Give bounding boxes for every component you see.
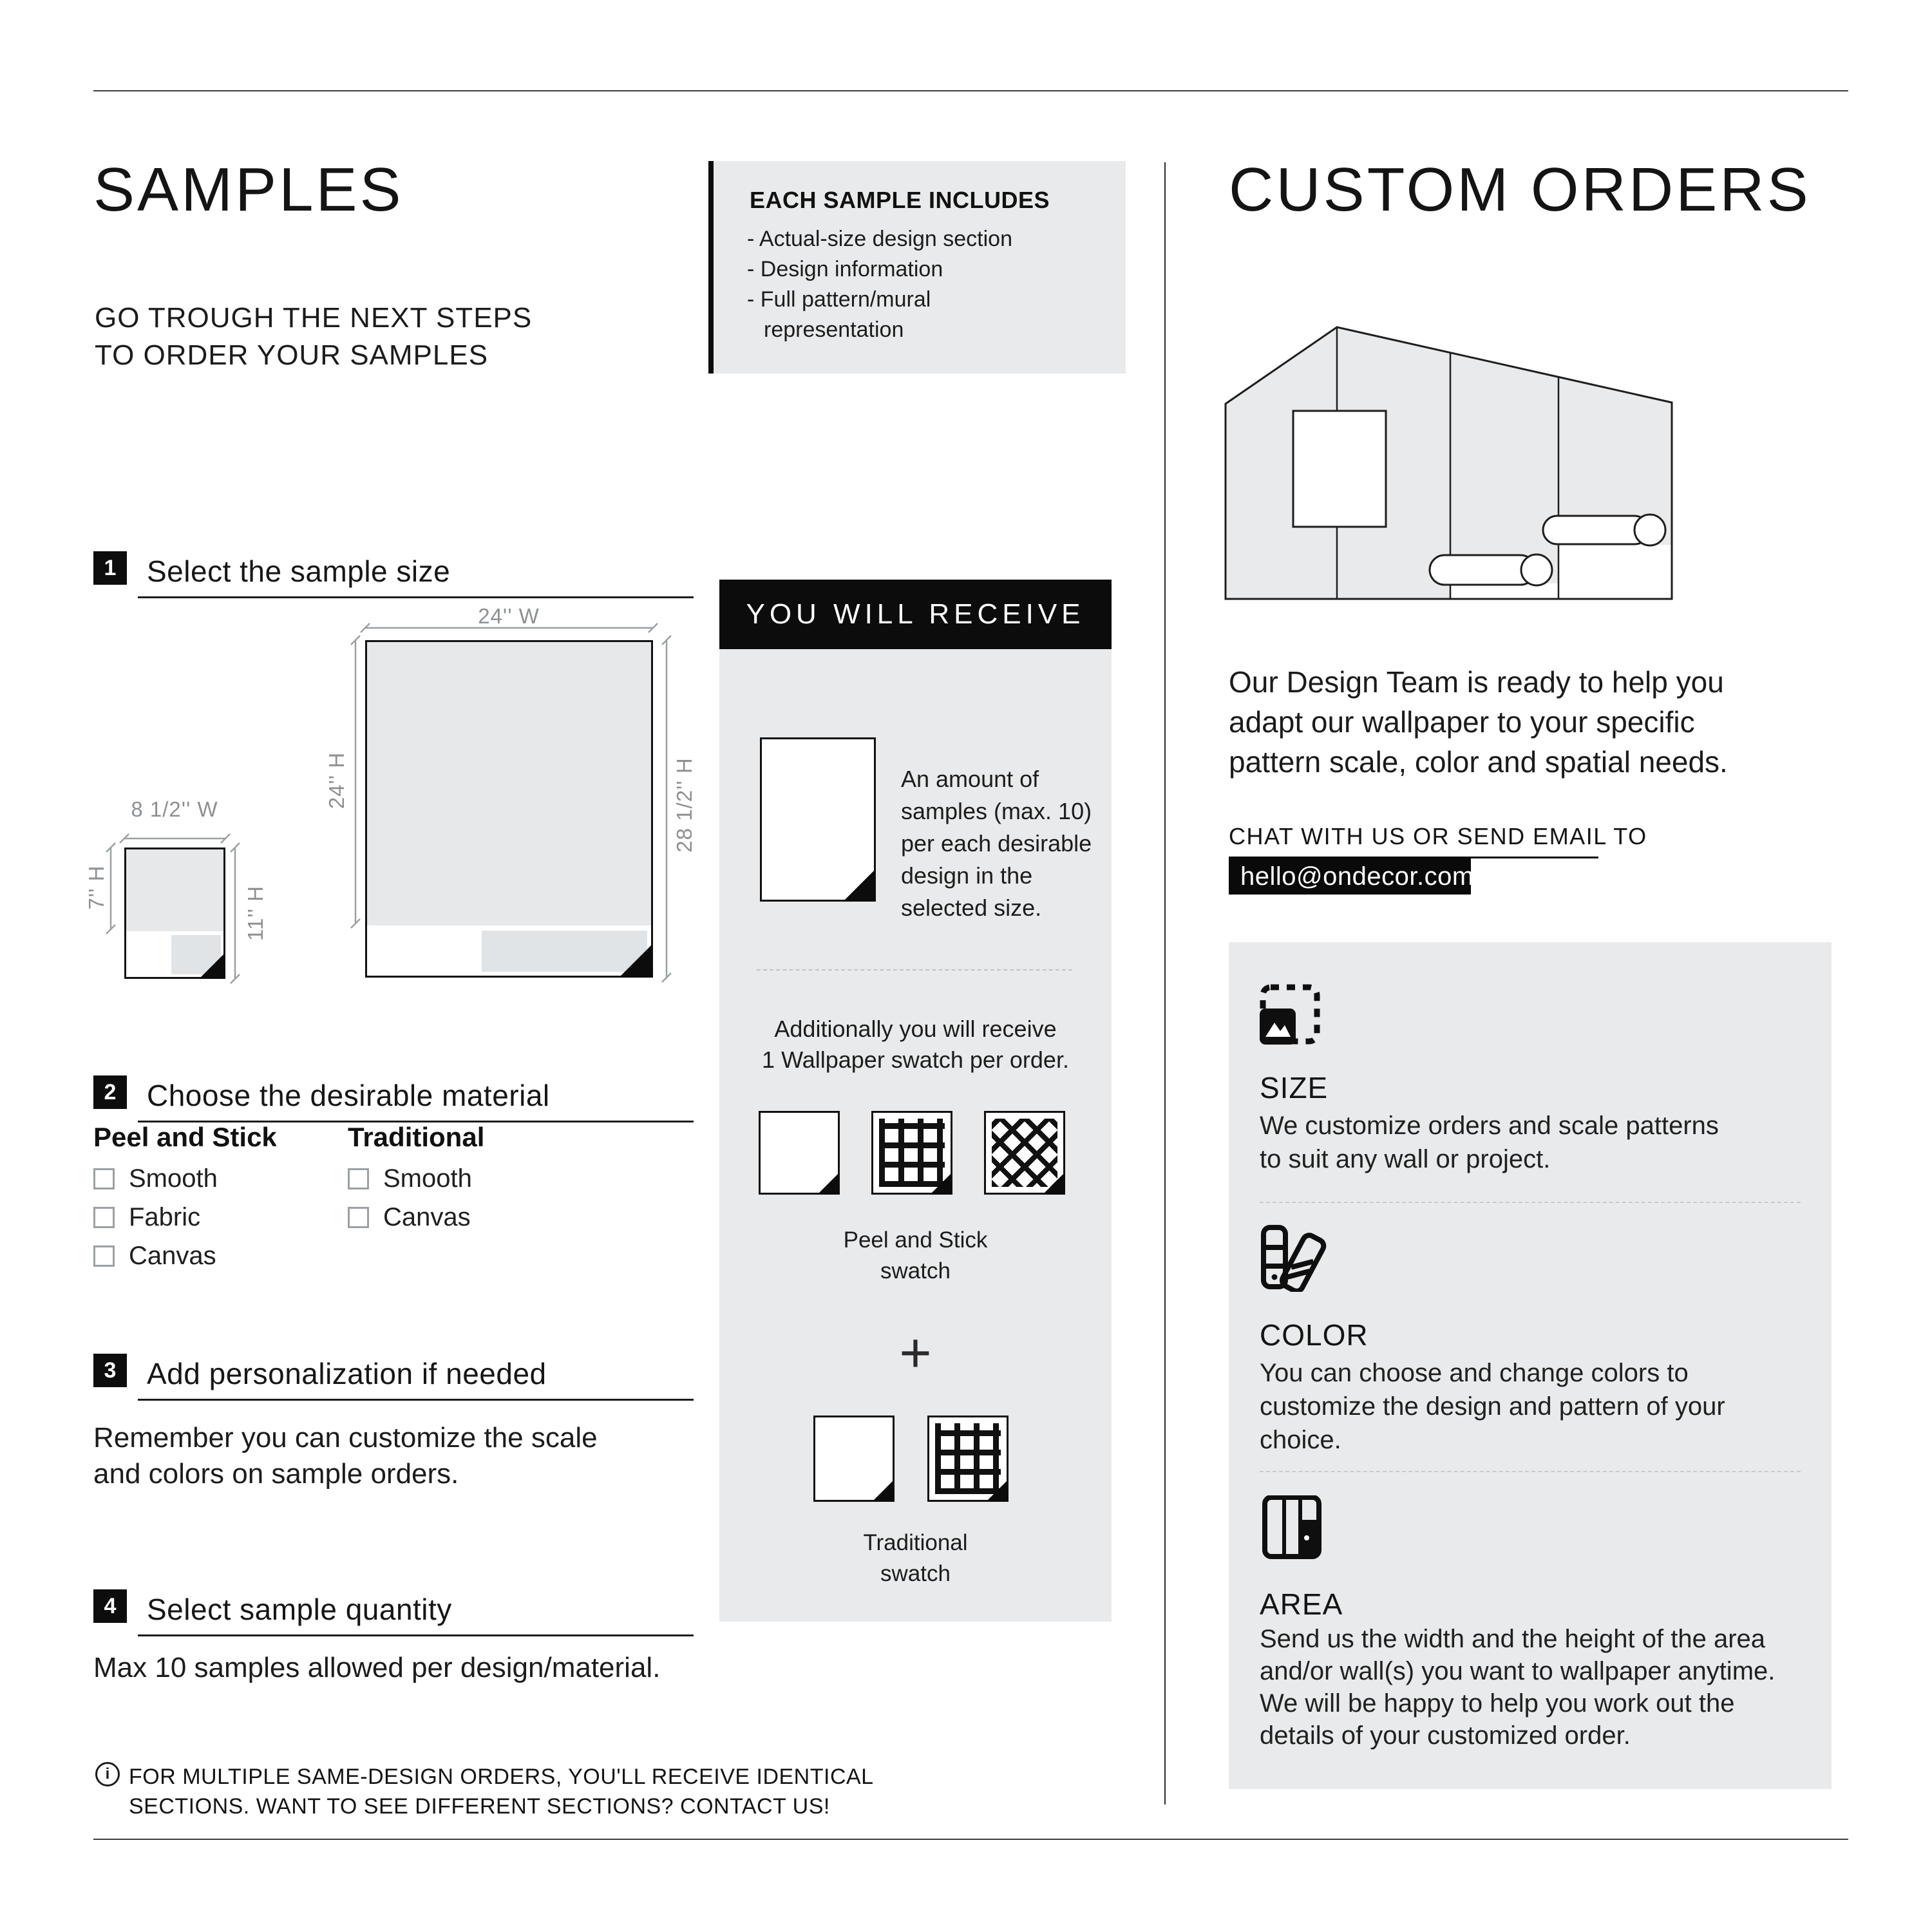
material-option-peel-fabric bbox=[93, 1203, 200, 1232]
material-col-peel-header: Peel and Stick bbox=[93, 1122, 277, 1152]
step3-title: Add personalization if needed bbox=[147, 1357, 547, 1390]
panel-divider bbox=[1260, 1471, 1801, 1472]
material-option-label: Canvas bbox=[129, 1242, 216, 1270]
custom-intro-line: adapt our wallpaper to your specific bbox=[1229, 705, 1695, 739]
step3-underline bbox=[138, 1399, 694, 1401]
step2-title: Choose the desirable material bbox=[147, 1079, 550, 1112]
material-option-label: Fabric bbox=[129, 1203, 201, 1231]
checkbox-icon[interactable] bbox=[93, 1168, 115, 1189]
checkbox-icon[interactable] bbox=[93, 1207, 115, 1228]
color-heading: COLOR bbox=[1260, 1318, 1368, 1352]
step3-note bbox=[93, 1420, 598, 1492]
size-heading: SIZE bbox=[1260, 1071, 1329, 1104]
includes-item: - Actual-size design section bbox=[747, 227, 1012, 251]
large-height-left-label: 24'' H bbox=[325, 752, 348, 810]
step1-title: Select the sample size bbox=[147, 554, 451, 588]
material-option-peel-canvas bbox=[93, 1242, 216, 1271]
swatch-blank-icon bbox=[759, 1111, 840, 1195]
color-body-line: You can choose and change colors to bbox=[1260, 1359, 1689, 1387]
large-width-label: 24'' W bbox=[478, 604, 540, 628]
small-width-label: 8 1/2'' W bbox=[131, 797, 218, 821]
panel-divider bbox=[1260, 1202, 1801, 1203]
amount-description bbox=[901, 763, 1092, 924]
small-height-left-label: 7'' H bbox=[84, 865, 108, 910]
receive-divider bbox=[757, 969, 1072, 971]
amount-line: per each desirable bbox=[901, 830, 1092, 857]
large-height-right-label: 28 1/2'' H bbox=[672, 757, 696, 853]
step3-number-badge: 3 bbox=[93, 1354, 127, 1387]
includes-item: representation bbox=[764, 317, 904, 342]
material-col-traditional-header: Traditional bbox=[348, 1122, 485, 1152]
step2-number-badge: 2 bbox=[93, 1075, 127, 1109]
color-swatches-icon bbox=[1260, 1225, 1327, 1292]
swatch-grid-traditional-icon bbox=[927, 1416, 1009, 1502]
paper-dogear-icon bbox=[843, 869, 876, 902]
color-body-line: choice. bbox=[1260, 1426, 1341, 1454]
area-body-line: We will be happy to help you work out the bbox=[1260, 1689, 1735, 1718]
footer-note bbox=[129, 1762, 874, 1821]
size-body-line: We customize orders and scale patterns bbox=[1260, 1112, 1719, 1140]
traditional-swatch-label bbox=[719, 1528, 1112, 1589]
area-body bbox=[1260, 1623, 1775, 1752]
wallpaper-roll-icon bbox=[1543, 515, 1665, 545]
swatch-grid-icon bbox=[871, 1111, 952, 1195]
samples-title: SAMPLES bbox=[93, 155, 404, 224]
footer-note-line1: FOR MULTIPLE SAME-DESIGN ORDERS, YOU'LL RECEIVE IDENTICAL bbox=[129, 1765, 874, 1789]
includes-title: EACH SAMPLE INCLUDES bbox=[750, 187, 1050, 213]
step1-underline bbox=[138, 596, 694, 598]
color-body bbox=[1260, 1356, 1725, 1457]
custom-intro bbox=[1229, 662, 1728, 782]
step3-note-line2: and colors on sample orders. bbox=[93, 1458, 459, 1490]
small-height-right-label: 11'' H bbox=[243, 886, 267, 941]
additional-note bbox=[719, 1014, 1112, 1075]
material-option-peel-smooth bbox=[93, 1164, 218, 1193]
wallpaper-roll-icon bbox=[1430, 554, 1552, 585]
chat-label: CHAT WITH US OR SEND EMAIL TO bbox=[1229, 823, 1647, 849]
size-body bbox=[1260, 1109, 1719, 1176]
color-body-line: customize the design and pattern of your bbox=[1260, 1392, 1725, 1421]
swatch-dogear-icon bbox=[930, 1172, 952, 1195]
amount-line: samples (max. 10) bbox=[901, 798, 1092, 824]
includes-item: - Design information bbox=[747, 257, 943, 281]
includes-list bbox=[747, 224, 1012, 345]
checkbox-icon[interactable] bbox=[348, 1207, 369, 1228]
additional-line2: 1 Wallpaper swatch per order. bbox=[762, 1046, 1069, 1073]
custom-intro-line: pattern scale, color and spatial needs. bbox=[1229, 745, 1728, 779]
swatch-dogear-icon bbox=[1043, 1172, 1065, 1195]
material-option-label: Smooth bbox=[383, 1164, 472, 1193]
checkbox-icon[interactable] bbox=[348, 1168, 369, 1189]
samples-subtitle bbox=[95, 299, 532, 374]
material-option-label: Canvas bbox=[383, 1203, 471, 1231]
step3-note-line1: Remember you can customize the scale bbox=[93, 1422, 598, 1454]
additional-line1: Additionally you will receive bbox=[774, 1016, 1057, 1042]
swatch-dogear-icon bbox=[872, 1479, 895, 1502]
peel-swatch-label-line1: Peel and Stick bbox=[843, 1227, 988, 1253]
info-icon-glyph: i bbox=[105, 1765, 110, 1783]
top-rule bbox=[93, 90, 1848, 91]
step4-number-badge: 4 bbox=[93, 1589, 127, 1623]
peel-swatch-label-line2: swatch bbox=[880, 1258, 951, 1283]
size-body-line: to suit any wall or project. bbox=[1260, 1145, 1551, 1173]
material-option-label: Smooth bbox=[129, 1164, 218, 1193]
material-option-trad-smooth bbox=[348, 1164, 472, 1193]
swatch-crosshatch-icon bbox=[984, 1111, 1065, 1195]
area-body-line: details of your customized order. bbox=[1260, 1721, 1631, 1750]
samples-subtitle-line2: TO ORDER YOUR SAMPLES bbox=[95, 339, 489, 371]
footer-note-line2: SECTIONS. WANT TO SEE DIFFERENT SECTIONS? CONTACT US! bbox=[129, 1794, 830, 1819]
size-crop-icon bbox=[1260, 984, 1320, 1045]
area-body-line: and/or wall(s) you want to wallpaper anytime. bbox=[1260, 1657, 1776, 1685]
step4-underline bbox=[138, 1634, 694, 1636]
column-separator bbox=[1164, 162, 1166, 1804]
amount-line: An amount of bbox=[901, 766, 1039, 792]
step4-title: Select sample quantity bbox=[147, 1593, 452, 1626]
amount-line: design in the bbox=[901, 862, 1033, 889]
plus-icon: + bbox=[899, 1322, 932, 1384]
traditional-swatch-label-line2: swatch bbox=[880, 1561, 951, 1586]
step4-note: Max 10 samples allowed per design/material. bbox=[93, 1652, 661, 1683]
bottom-rule bbox=[93, 1839, 1848, 1840]
samples-subtitle-line1: GO TROUGH THE NEXT STEPS bbox=[95, 302, 533, 334]
swatch-dogear-icon bbox=[817, 1172, 840, 1195]
swatch-dogear-icon bbox=[986, 1479, 1009, 1502]
material-option-trad-canvas bbox=[348, 1203, 471, 1232]
house-wallpaper-illustration bbox=[1224, 321, 1674, 604]
checkbox-icon[interactable] bbox=[93, 1245, 115, 1267]
area-heading: AREA bbox=[1260, 1587, 1343, 1621]
email-link[interactable]: hello@ondecor.com bbox=[1229, 858, 1471, 895]
sample-paper-icon bbox=[760, 737, 876, 902]
custom-intro-line: Our Design Team is ready to help you bbox=[1229, 665, 1724, 699]
step1-number-badge: 1 bbox=[93, 551, 127, 585]
traditional-swatch-label-line1: Traditional bbox=[863, 1530, 968, 1555]
you-will-receive-header: YOU WILL RECEIVE bbox=[719, 580, 1112, 649]
amount-line: selected size. bbox=[901, 895, 1042, 921]
custom-orders-title: CUSTOM ORDERS bbox=[1229, 155, 1811, 224]
area-body-line: Send us the width and the height of the area bbox=[1260, 1625, 1766, 1653]
swatch-blank-traditional-icon bbox=[813, 1416, 895, 1502]
info-icon bbox=[95, 1762, 120, 1786]
area-wall-icon bbox=[1260, 1495, 1324, 1560]
each-sample-includes-box bbox=[708, 161, 1126, 374]
includes-item: - Full pattern/mural bbox=[747, 287, 931, 312]
peel-swatch-label bbox=[719, 1225, 1112, 1287]
